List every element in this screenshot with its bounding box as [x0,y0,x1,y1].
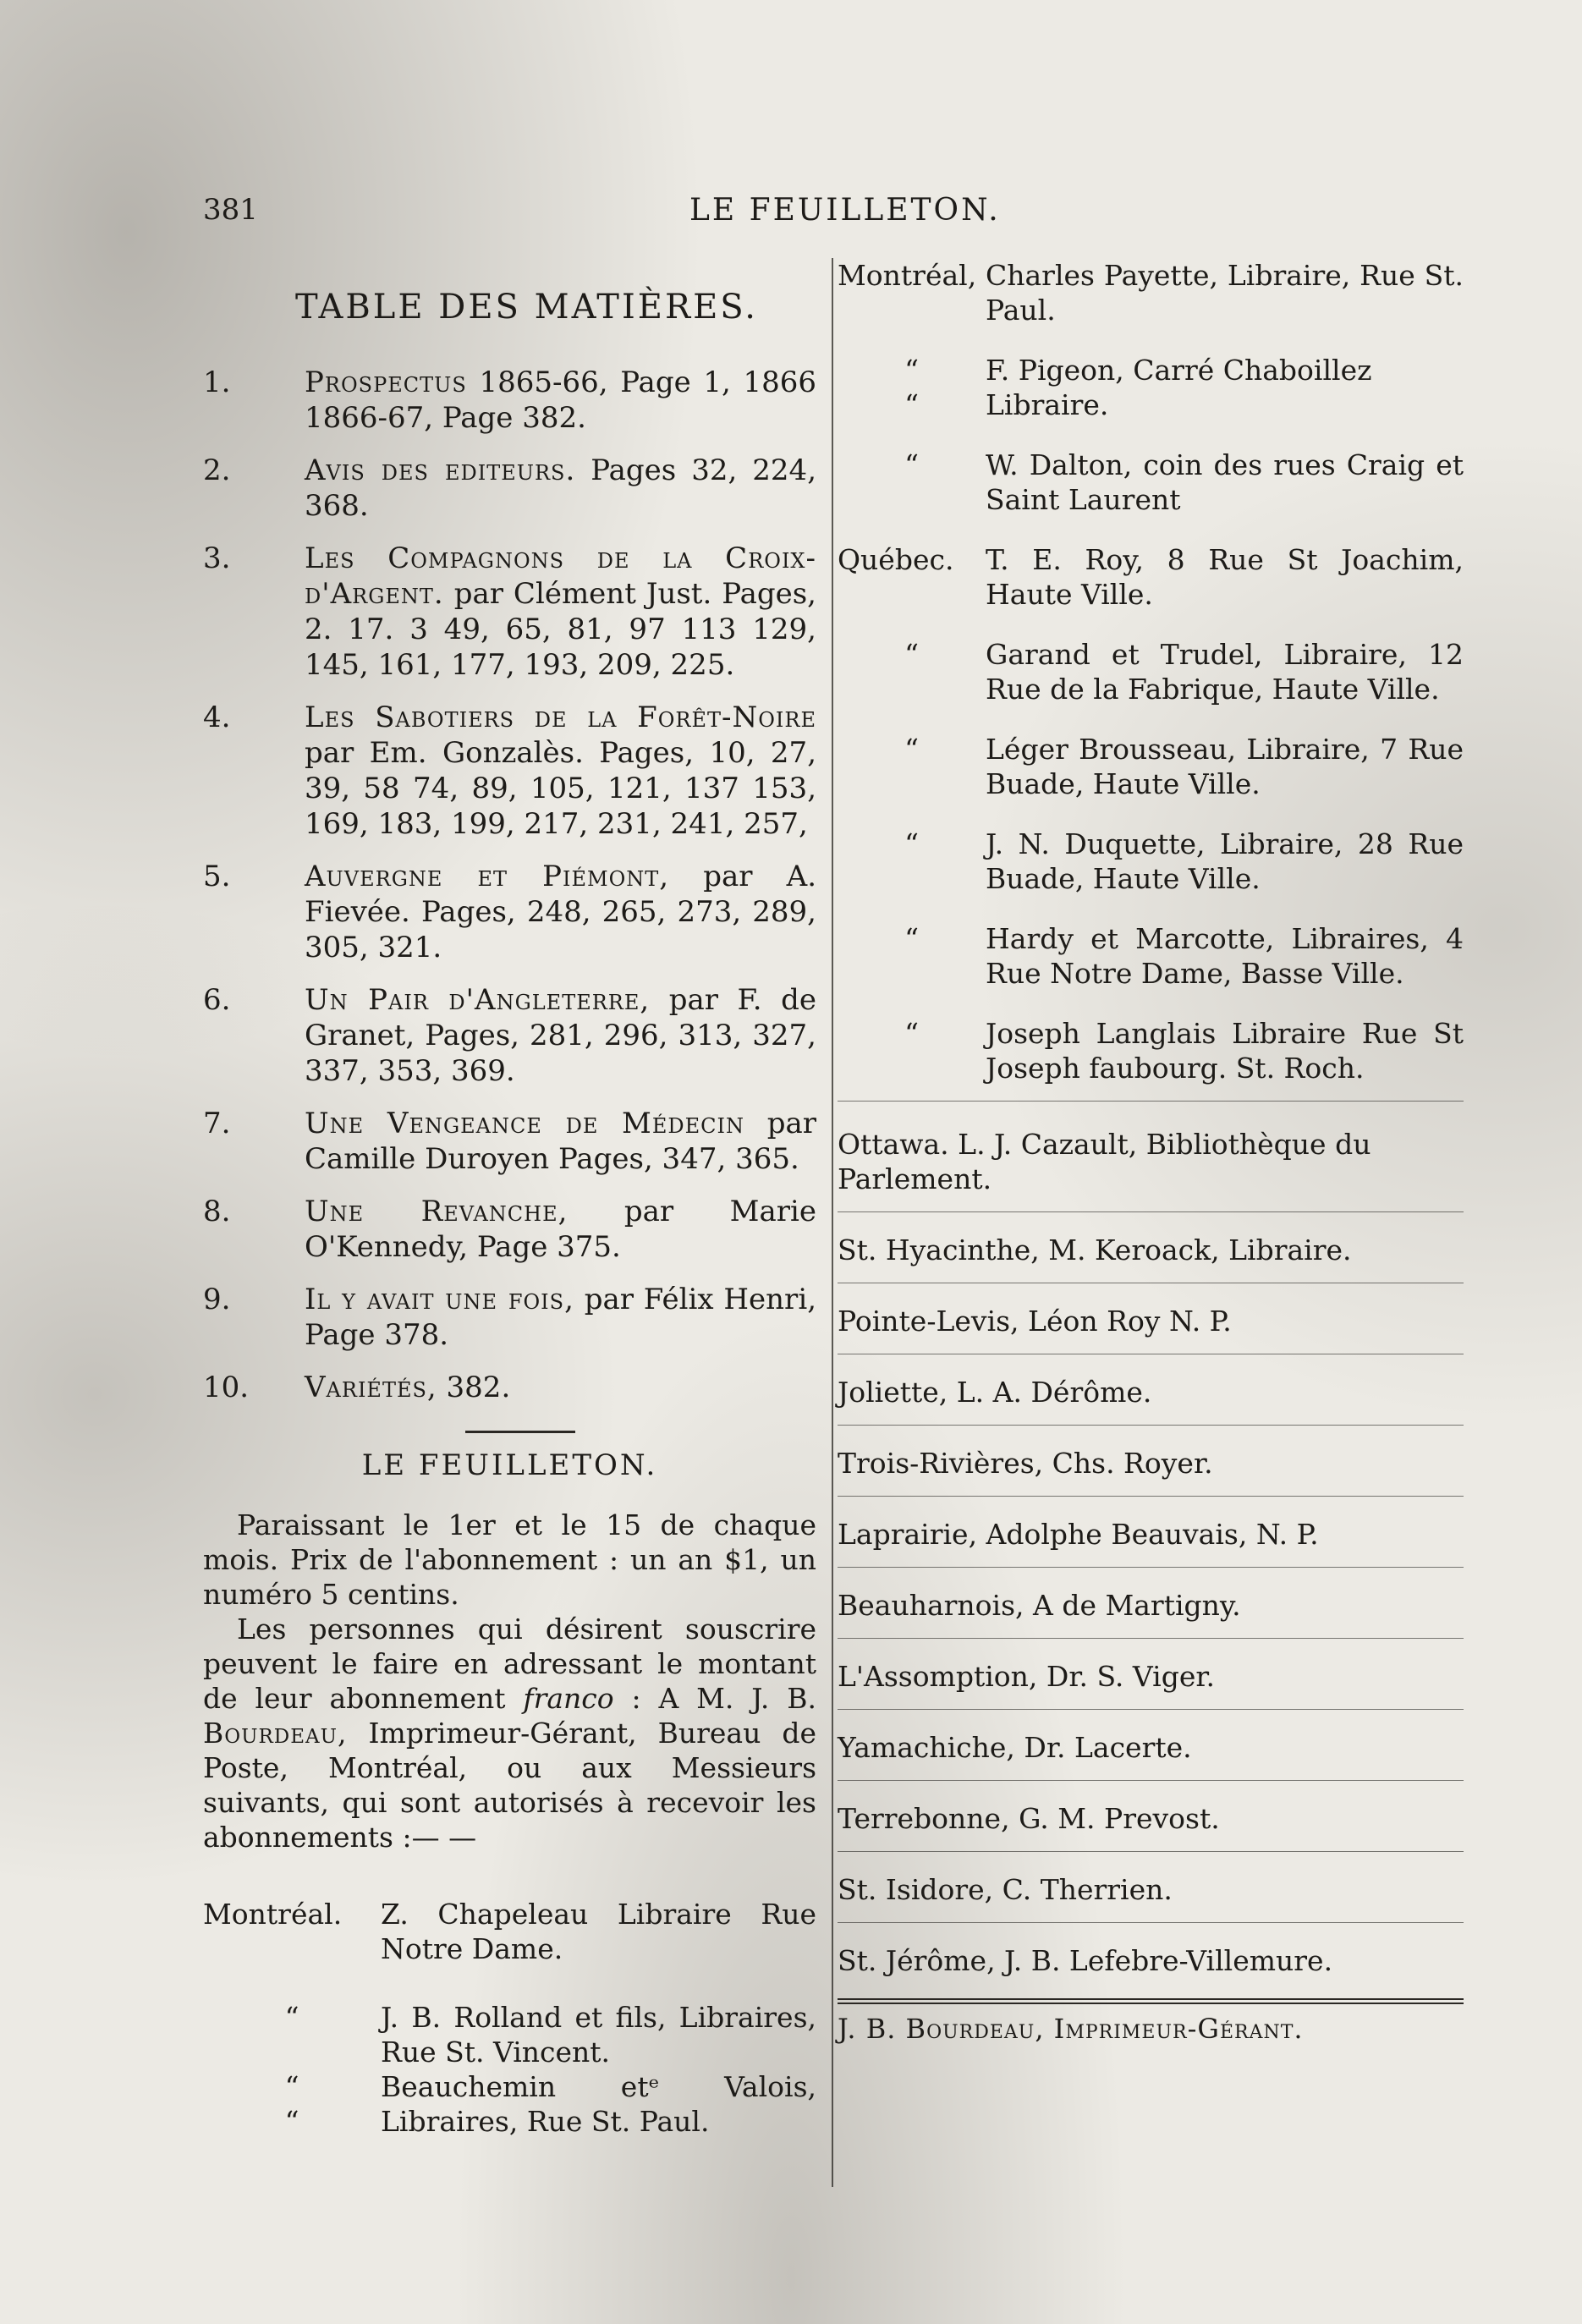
page-header [203,193,1464,244]
agent-entry-st-hyacinthe: St. Hyacinthe, M. Keroack, Libraire. [838,1233,1464,1283]
ditto-mark: “ [904,448,919,481]
toc-entry [203,982,816,1089]
agent-details: Hardy et Marcotte, Libraires, 4 Rue Notre Dame, Basse Ville. [986,922,1464,990]
toc-entry-text [305,1106,816,1177]
agent-details: Charles Payette, Libraire, Rue St. Paul. [986,259,1464,327]
toc-entry-number: 2. [203,453,231,487]
toc-entry-number: 4. [203,700,231,734]
toc-entry-number: 8. [203,1195,231,1228]
toc-entry-title: Une Revanche, [305,1195,569,1228]
toc-entry [203,365,816,436]
toc-entry [203,859,816,965]
toc-entry-number: 10. [203,1371,250,1404]
ditto-mark-1: “ [284,2070,299,2103]
agent-entry [838,732,1464,801]
toc-entry-title: Une Vengeance de Médecin [305,1107,744,1140]
toc-entry-details: Pages 32, 224, 368. [305,453,816,523]
toc-entry [203,1106,816,1177]
agent-entry-ottawa: Ottawa. L. J. Cazault, Bibliothèque du Parlement. [838,1127,1464,1212]
agent-details [986,353,1464,422]
publisher-name: Bourdeau, [203,1717,348,1750]
toc-entry-text [305,700,816,842]
toc-title: TABLE DES MATIÈRES. [295,288,758,327]
instructions-text: Les personnes qui désirent souscrire peuvent le faire en adressant le montant de leur abonnement [203,1613,816,1715]
toc-entry-details: par Em. Gonzalès. Pages, 10, 27, 39, 58 74, 89, 105, 121, 137 153, 169, 183, 199, 217, 231, 241, 257, [305,736,816,841]
ditto-mark [838,353,986,422]
ditto-mark [203,2069,381,2139]
agent-city: Montréal, [838,259,977,292]
toc-entry-title: Les Sabotiers de la Forêt-Noire [305,700,816,734]
agent-entry [838,637,1464,706]
toc-entry [203,700,816,842]
toc-entry-title: Prospectus [305,365,467,399]
agent-entry-st-isidore: St. Isidore, C. Therrien. [838,1872,1464,1923]
toc-entry-number: 6. [203,983,231,1017]
toc-entry-details: par Félix Henri, Page 378. [305,1283,816,1352]
agent-entry-joliette: Joliette, L. A. Dérôme. [838,1375,1464,1426]
toc-entry-title: Variétés, [305,1371,437,1404]
ditto-mark: “ [904,827,919,860]
toc-entry-details: par Clément Just. Pages, 2. 17. 3 49, 65, 81, 97 113 129, 145, 161, 177, 193, 209, 225. [305,577,816,682]
agent-entry-yamachiche: Yamachiche, Dr. Lacerte. [838,1730,1464,1781]
instructions-text: : A M. J. B. [613,1682,817,1715]
agent-entry-lassomption: L'Assomption, Dr. S. Viger. [838,1659,1464,1710]
toc-entry-number: 9. [203,1283,231,1316]
toc-entry-number: 1. [203,365,231,399]
section-rule [465,1431,575,1433]
toc-entry-details: par F. de Granet, Pages, 281, 296, 313, 327, 337, 353, 369. [305,983,817,1088]
agent-details: Beauchemin etᵉ Valois, Libraires, Rue St. Paul. [381,2070,816,2138]
instructions-paragraph [203,1612,816,1854]
agent-details: Garand et Trudel, Libraire, 12 Rue de la Fabrique, Haute Ville. [986,638,1464,706]
toc-entry-text [305,859,816,965]
agent-entry [838,827,1464,896]
toc-entry-title: Un Pair d'Angleterre, [305,983,651,1017]
toc-entry-title: Avis des editeurs. [305,453,576,487]
toc-entry-text [305,1194,816,1265]
toc-entry-text [305,541,816,683]
agent-entry [838,921,1464,991]
ditto-mark: “ [284,2001,299,2034]
toc-entry-title: Les Compagnons de la Croix-d'Argent. [305,541,816,611]
toc-entry-number: 7. [203,1107,231,1140]
toc-entry-details: par A. Fievée. Pages, 248, 265, 273, 289, 305, 321. [305,860,816,964]
agent-entry [838,353,1464,422]
franco-word: franco [523,1682,614,1715]
agent-entry [838,1016,1464,1102]
agent-entry [838,448,1464,517]
toc-entry-text [305,453,816,524]
agent-entry-pointe-levis: Pointe-Levis, Léon Roy N. P. [838,1304,1464,1354]
right-column [838,258,1464,2045]
agent-details: Léger Brousseau, Libraire, 7 Rue Buade, Haute Ville. [986,733,1464,800]
toc-entry-details: 1865-66, Page 1, 1866 1866-67, Page 382. [305,365,816,435]
toc-entry-details: par Marie O'Kennedy, Page 375. [305,1195,816,1264]
agent-details: J. B. Rolland et fils, Libraires, Rue St. Vincent. [381,2001,816,2069]
toc-entry [203,453,816,524]
agent-city: Montréal. [203,1898,343,1931]
toc-entry-text [305,1370,816,1405]
agent-entry-trois-rivieres: Trois-Rivières, Chs. Royer. [838,1446,1464,1497]
toc-entry [203,1282,816,1353]
instructions-text: Imprimeur-Gérant, Bureau de Poste, Montréal, ou aux Messieurs suivants, qui sont autorisés à recevoir les abonnements :— — [203,1717,816,1854]
ditto-mark-2: “ [284,2105,299,2138]
agent-details: W. Dalton, coin des rues Craig et Saint Laurent [986,448,1464,516]
toc-entry-details: 382. [437,1371,511,1404]
toc-entry-text [305,982,816,1089]
toc-entry-text [305,1282,816,1353]
ditto-mark: “ [904,922,919,955]
agent-entry-laprairie: Laprairie, Adolphe Beauvais, N. P. [838,1517,1464,1568]
footer-rule [838,1998,1464,2004]
agent-details-line: Libraire. [986,388,1109,421]
running-title: LE FEUILLETON. [689,193,1001,228]
toc-entry [203,1194,816,1265]
agent-entry [838,258,1464,327]
subscription-paragraph: Paraissant le 1er et le 15 de chaque mois. Prix de l'abonnement : un an $1, un numéro 5 centins. [203,1508,816,1611]
ditto-mark: “ [904,1017,919,1050]
agent-details: J. N. Duquette, Libraire, 28 Rue Buade, Haute Ville. [986,827,1464,895]
ditto-mark: “ [904,733,919,766]
toc-entry-title: Auvergne et Piémont, [305,860,670,893]
toc-entry-title: Il y avait une fois, [305,1283,574,1316]
toc-entry [203,541,816,683]
agent-entry [203,1897,816,1966]
agent-entry-terrebonne: Terrebonne, G. M. Prevost. [838,1801,1464,1852]
agent-details: Joseph Langlais Libraire Rue St Joseph faubourg. St. Roch. [986,1017,1464,1085]
printer-imprint: J. B. Bourdeau, Imprimeur-Gérant. [838,2013,1304,2045]
agent-entry [838,542,1464,612]
agent-entry-beauharnois: Beauharnois, A de Martigny. [838,1588,1464,1639]
agent-entry [203,2069,816,2139]
column-divider [832,258,833,2187]
agent-city: Québec. [838,543,954,576]
left-column [203,288,816,2139]
agent-details-line: F. Pigeon, Carré Chaboillez [986,354,1372,387]
toc-entry-number: 3. [203,541,231,575]
agent-entry-st-jerome: St. Jérôme, J. B. Lefebre-Villemure. [838,1944,1333,1977]
ditto-mark-2: “ [904,388,919,421]
toc-entry-details: par Camille Duroyen Pages, 347, 365. [305,1107,816,1176]
ditto-mark: “ [904,638,919,671]
toc-entry [203,1370,816,1405]
agent-details: Z. Chapeleau Libraire Rue Notre Dame. [381,1898,816,1965]
agent-details: T. E. Roy, 8 Rue St Joachim, Haute Ville. [986,543,1464,611]
toc-entry-text [305,365,816,436]
ditto-mark-1: “ [904,354,919,387]
feuilleton-title: LE FEUILLETON. [361,1448,658,1482]
page-number: 381 [203,193,258,227]
toc-entry-number: 5. [203,860,231,893]
agent-entry [203,2000,816,2069]
